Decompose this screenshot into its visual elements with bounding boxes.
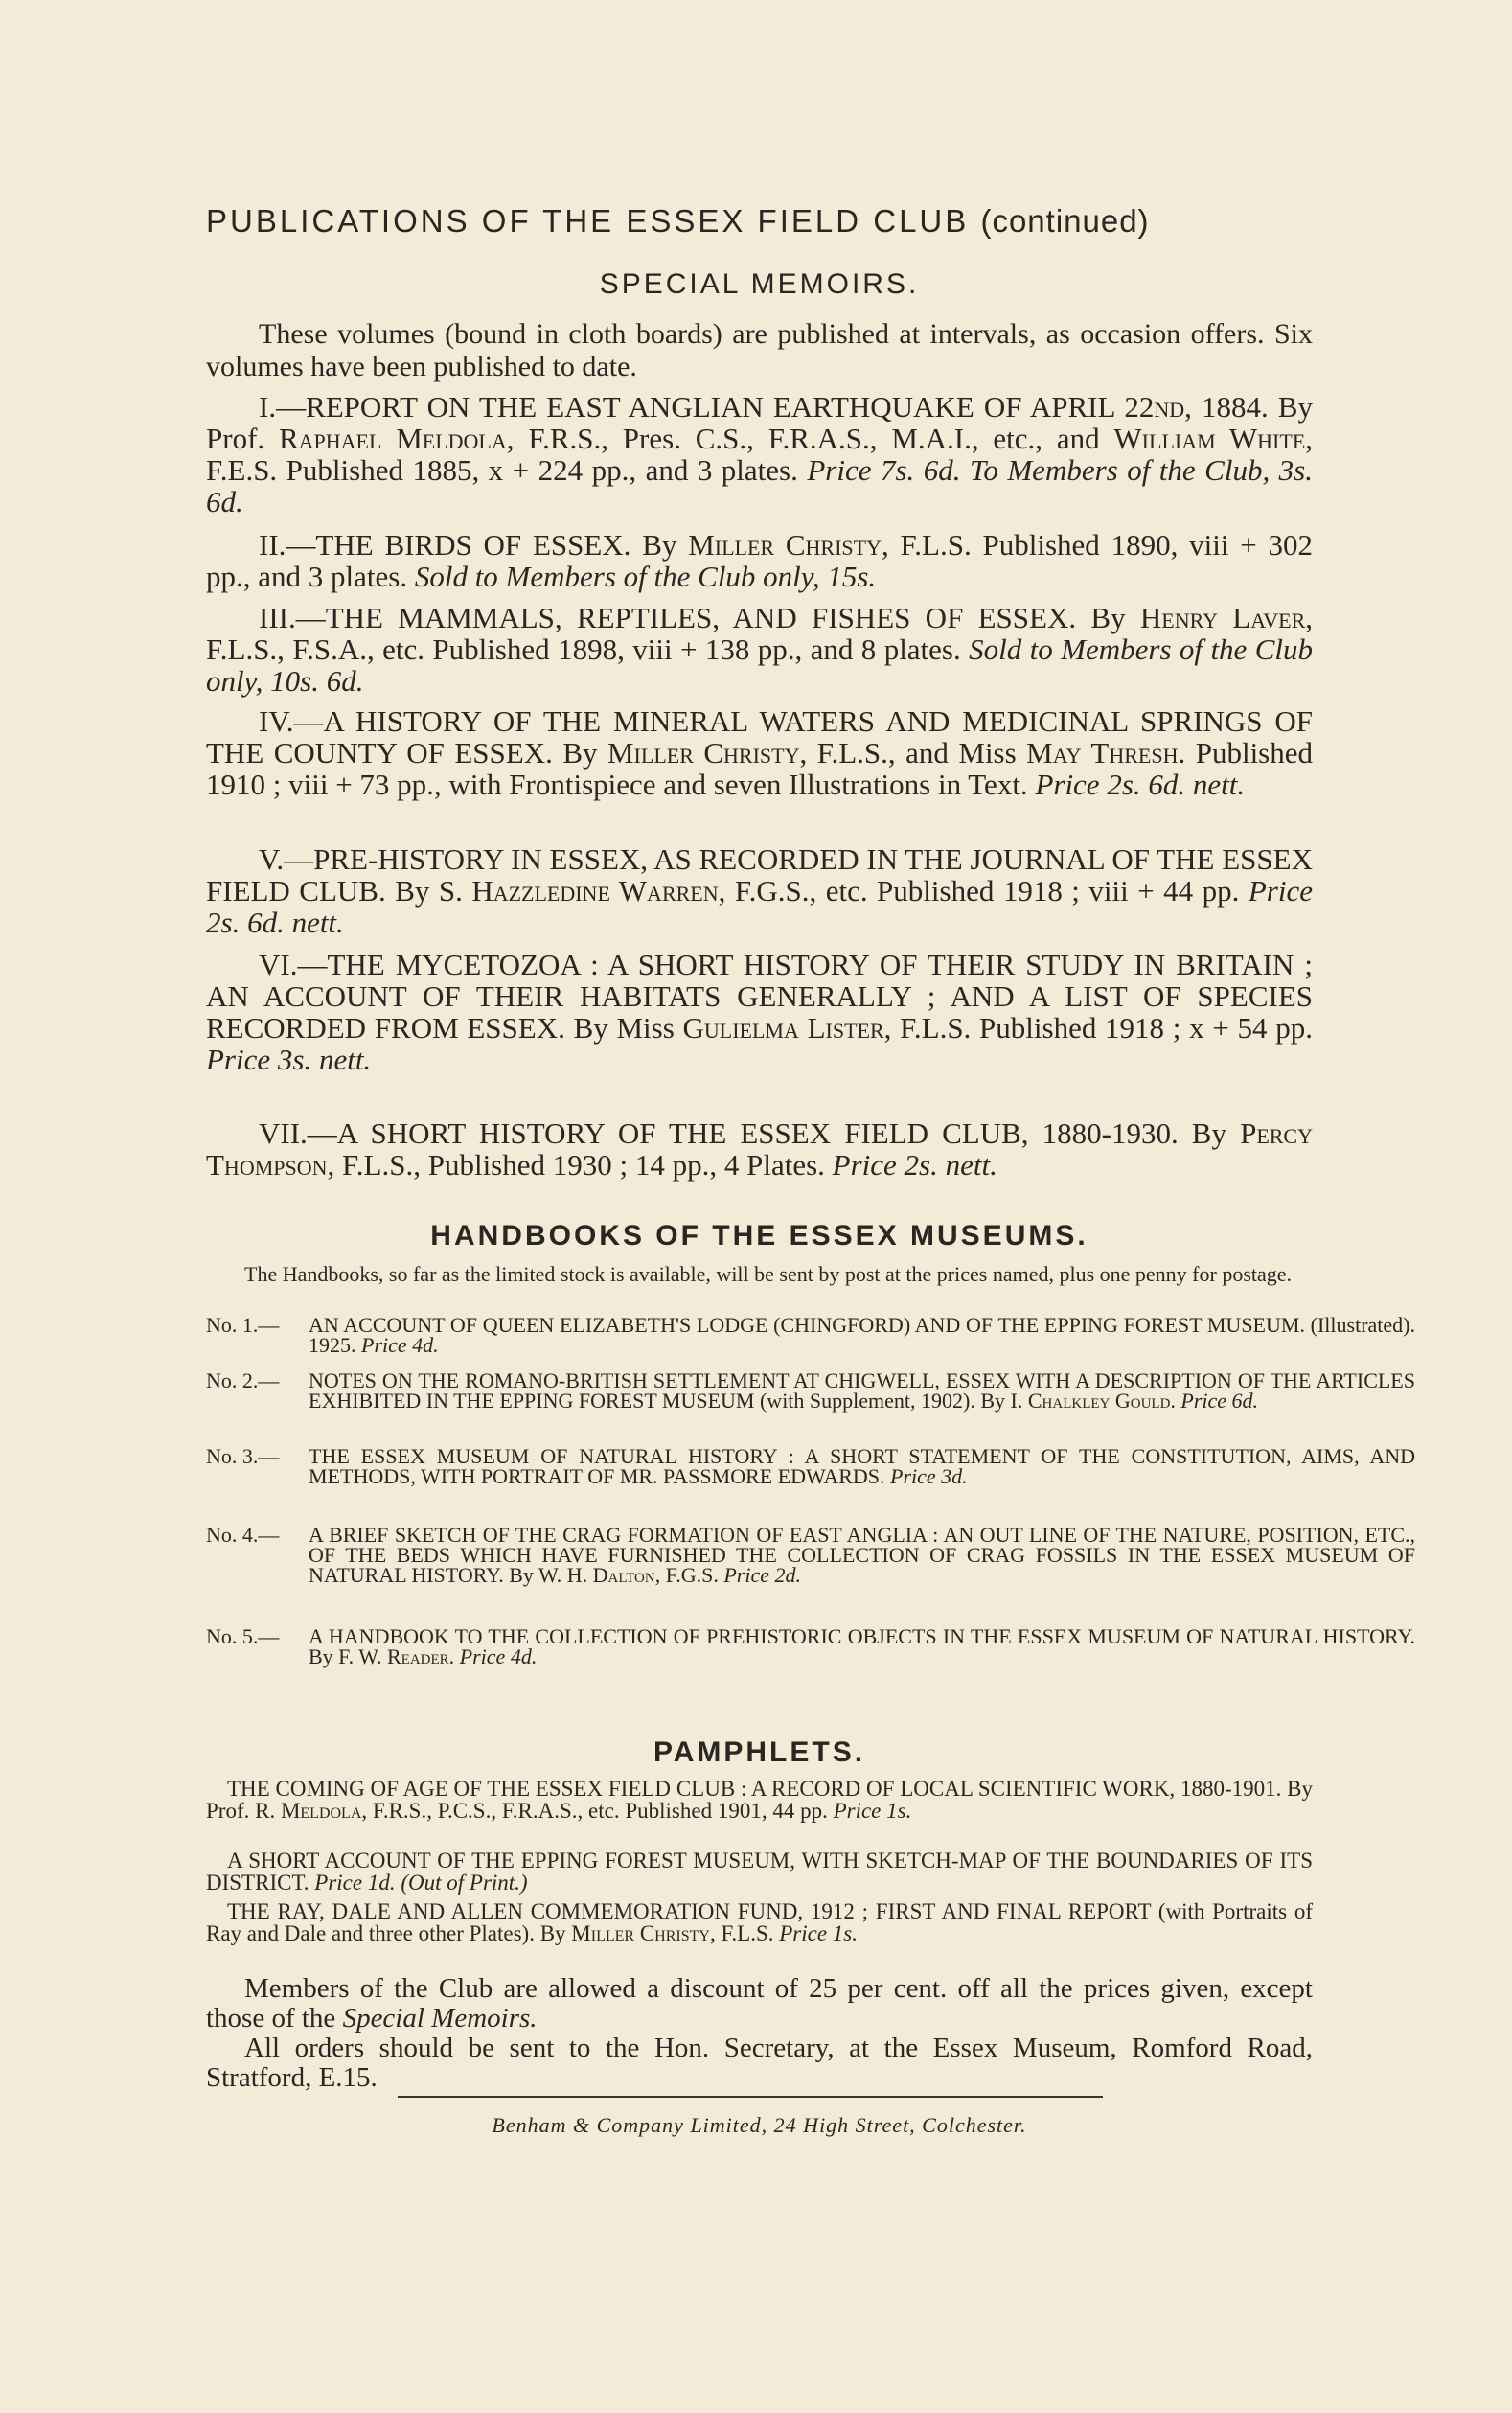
handbook-item-3: No. 3.— THE ESSEX MUSEUM OF NATURAL HISTORY : A SHORT STATEMENT OF THE CONSTITUTION, AIMS, AND METHODS, WITH PORTRAIT OF MR. PASSMORE EDWARDS. Price 3d.: [206, 1444, 1415, 1488]
pamphlet-item-3: THE RAY, DALE AND ALLEN COMMEMORATION FUND, 1912 ; FIRST AND FINAL REPORT (with Portraits of Ray and Dale and three other Plates). By Miller Christy, F.L.S. Price 1s.: [206, 1899, 1313, 1945]
page-header: [206, 203, 1313, 240]
handbooks-heading: HANDBOOKS OF THE ESSEX MUSEUMS.: [430, 1220, 1088, 1252]
handbook-item-5: No. 5.— A HANDBOOK TO THE COLLECTION OF PREHISTORIC OBJECTS IN THE ESSEX MUSEUM OF NATURAL HISTORY. By F. W. Reader. Price 4d.: [206, 1624, 1415, 1668]
memoir-item-3: III.—THE MAMMALS, REPTILES, AND FISHES OF ESSEX. By Henry Laver, F.L.S., F.S.A., etc. Published 1898, viii + 138 pp., and 8 plates. Sold to Members of the Club only, 10s. 6d.: [206, 601, 1313, 698]
handbook-item-1: No. 1.— AN ACCOUNT OF QUEEN ELIZABETH'S LODGE (CHINGFORD) AND OF THE EPPING FOREST MUSEUM. (Illustrated). 1925. Price 4d.: [206, 1313, 1415, 1357]
memoir-item-4: IV.—A HISTORY OF THE MINERAL WATERS AND MEDICINAL SPRINGS OF THE COUNTY OF ESSEX. By Miller Christy, F.L.S., and Miss May Thresh. Published 1910 ; viii + 73 pp., with Frontispiece and seven Illustrations in Text. Price 2s. 6d. nett.: [206, 704, 1314, 801]
memoir-item-1: I.—REPORT ON THE EAST ANGLIAN EARTHQUAKE OF APRIL 22nd, 1884. By Prof. Raphael Meldola, F.R.S., Pres. C.S., F.R.A.S., M.A.I., etc., and William White, F.E.S. Published 1885, x + 224 pp., and 3 plates. Price 7s. 6d. To Members of the Club, 3s. 6d.: [206, 390, 1314, 518]
memoir-item-7: VII.—A SHORT HISTORY OF THE ESSEX FIELD CLUB, 1880-1930. By Percy Thompson, F.L.S., Published 1930 ; 14 pp., 4 Plates. Price 2s. nett.: [206, 1116, 1313, 1182]
pamphlet-item-1: THE COMING OF AGE OF THE ESSEX FIELD CLUB : A RECORD OF LOCAL SCIENTIFIC WORK, 1880-1901. By Prof. R. Meldola, F.R.S., P.C.S., F.R.A.S., etc. Published 1901, 44 pp. Price 1s.: [206, 1777, 1313, 1823]
printer-imprint: Benham & Company Limited, 24 High Street, Colchester.: [492, 2113, 1027, 2137]
memoir-item-5: V.—PRE-HISTORY IN ESSEX, AS RECORDED IN THE JOURNAL OF THE ESSEX FIELD CLUB. By S. Hazzledine Warren, F.G.S., etc. Published 1918 ; viii + 44 pp. Price 2s. 6d. nett.: [206, 842, 1313, 939]
discount-note: Members of the Club are allowed a discount of 25 per cent. off all the prices given, except those of the Special Memoirs.: [206, 1973, 1313, 2034]
header-title: PUBLICATIONS OF THE ESSEX FIELD CLUB: [206, 203, 970, 239]
handbook-item-2: No. 2.— NOTES ON THE ROMANO-BRITISH SETTLEMENT AT CHIGWELL, ESSEX WITH A DESCRIPTION OF THE ARTICLES EXHIBITED IN THE EPPING FOREST MUSEUM (with Supplement, 1902). By I. Chalkley Gould. Price 6d.: [206, 1368, 1415, 1413]
handbooks-intro: The Handbooks, so far as the limited stock is available, will be sent by post at the prices named, plus one penny for postage.: [244, 1262, 1293, 1286]
handbook-item-4: No. 4.— A BRIEF SKETCH OF THE CRAG FORMATION OF EAST ANGLIA : AN OUT LINE OF THE NATURE, POSITION, ETC., OF THE BEDS WHICH HAVE FURNISHED THE COLLECTION OF CRAG FOSSILS IN THE ESSEX MUSEUM OF NATURAL HISTORY. By W. H. Dalton, F.G.S. Price 2d.: [206, 1523, 1415, 1587]
pamphlets-heading: PAMPHLETS.: [653, 1736, 866, 1768]
memoir-item-6: VI.—THE MYCETOZOA : A SHORT HISTORY OF THEIR STUDY IN BRITAIN ; AN ACCOUNT OF THEIR HABITATS GENERALLY ; AND A LIST OF SPECIES RECORDED FROM ESSEX. By Miss Gulielma Lister, F.L.S. Published 1918 ; x + 54 pp. Price 3s. nett.: [206, 948, 1313, 1076]
footer-rule: [398, 2096, 1103, 2098]
orders-note: All orders should be sent to the Hon. Secretary, at the Essex Museum, Romford Road, Stratford, E.15.: [206, 2033, 1313, 2093]
pamphlet-item-2: A SHORT ACCOUNT OF THE EPPING FOREST MUSEUM, WITH SKETCH-MAP OF THE BOUNDARIES OF ITS DISTRICT. Price 1d. (Out of Print.): [206, 1849, 1313, 1895]
special-memoirs-heading: SPECIAL MEMOIRS.: [599, 268, 920, 300]
memoir-item-2: II.—THE BIRDS OF ESSEX. By Miller Christy, F.L.S. Published 1890, viii + 302 pp., and 3 plates. Sold to Members of the Club only, 15s.: [206, 528, 1313, 593]
special-memoirs-intro: These volumes (bound in cloth boards) are published at intervals, as occasion offers. Six volumes have been published to date.: [206, 318, 1313, 382]
header-continued: (continued): [980, 203, 1150, 239]
